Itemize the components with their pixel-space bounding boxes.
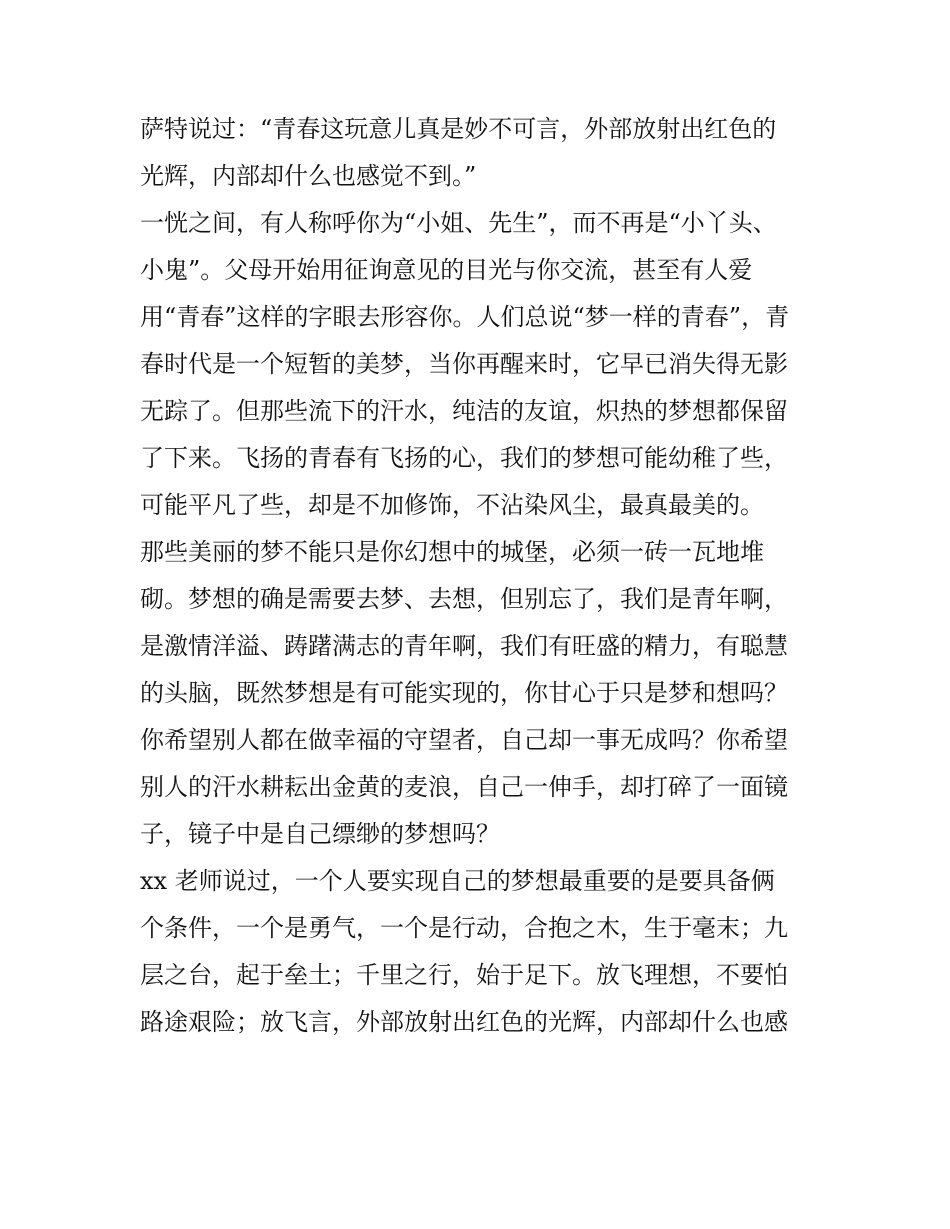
text-line: 路途艰险；放飞言，外部放射出红色的光辉，内部却什么也感 [140,1008,788,1036]
text-line: 用“青春”这样的字眼去形容你。人们总说“梦一样的青春”，青 [140,303,790,331]
text-line: 无踪了。但那些流下的汗水，纯洁的友谊，炽热的梦想都保留 [140,397,788,425]
text-line: 那些美丽的梦不能只是你幻想中的城堡，必须一砖一瓦地堆 [140,538,764,566]
text-line: 光辉，内部却什么也感觉不到。” [140,162,477,190]
text-line: 春时代是一个短暂的美梦，当你再醒来时，它早已消失得无影 [140,350,788,378]
text-line: 萨特说过：“青春这玩意儿真是妙不可言，外部放射出红色的 [140,115,777,143]
text-line: 小鬼”。父母开始用征询意见的目光与你交流，甚至有人爱 [140,256,753,284]
text-line: 别人的汗水耕耘出金黄的麦浪，自己一伸手，却打碎了一面镜 [140,773,788,801]
text-line: 一恍之间，有人称呼你为“小姐、先生”，而不再是“小丫头、 [140,209,777,237]
text-line: 了下来。飞扬的青春有飞扬的心，我们的梦想可能幼稚了些， [140,444,788,472]
document-body [140,106,820,1046]
text-line: 砌。梦想的确是需要去梦、去想，但别忘了，我们是青年啊， [140,585,788,613]
text-line: 个条件，一个是勇气，一个是行动，合抱之木，生于毫末；九 [140,914,788,942]
text-line: 你希望别人都在做幸福的守望者，自己却一事无成吗？你希望 [140,726,788,754]
text-line: 的头脑，既然梦想是有可能实现的，你甘心于只是梦和想吗？ [140,679,788,707]
text-line: 可能平凡了些，却是不加修饰，不沾染风尘，最真最美的。 [140,491,764,519]
text-line: 子，镜子中是自己缥缈的梦想吗？ [140,820,500,848]
text-line: xx 老师说过，一个人要实现自己的梦想最重要的是要具备俩 [140,867,775,895]
text-line: 层之台，起于垒土；千里之行，始于足下。放飞理想，不要怕 [140,961,788,989]
text-line: 是激情洋溢、踌躇满志的青年啊，我们有旺盛的精力，有聪慧 [140,632,788,660]
